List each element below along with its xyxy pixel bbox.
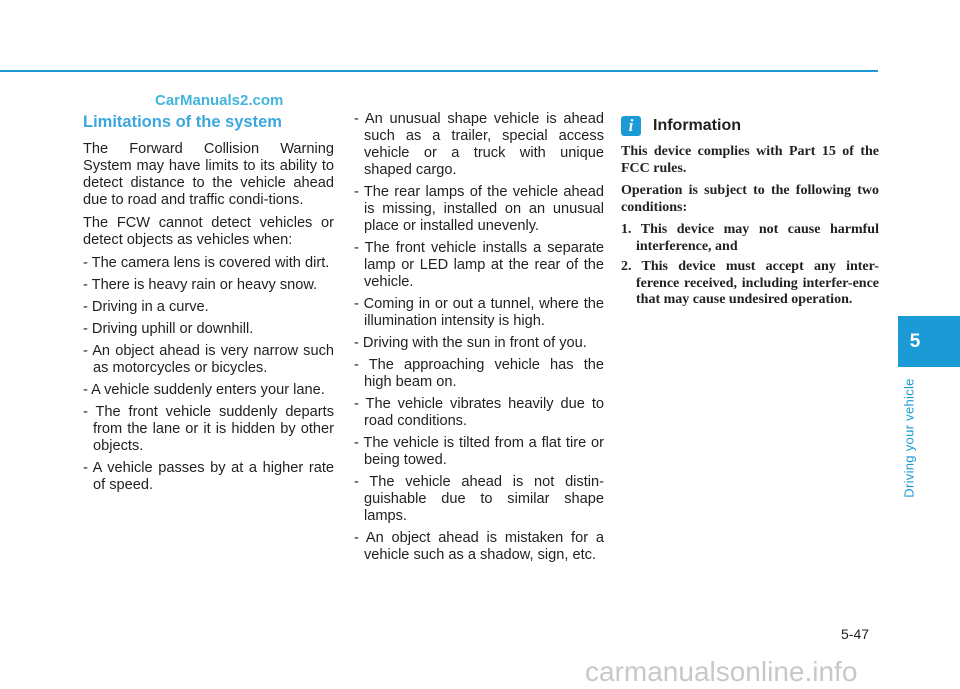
- text-column-1: [83, 112, 334, 499]
- list-item: - An object ahead is mistaken for a vehicle such as a shadow, sign, etc.: [354, 530, 604, 563]
- list-item: - The vehicle ahead is not distin-guishable due to similar shape lamps.: [354, 474, 604, 524]
- list-item: - There is heavy rain or heavy snow.: [83, 277, 318, 293]
- chapter-number: 5: [909, 331, 921, 352]
- list-item: - A vehicle passes by at a higher rate of speed.: [83, 460, 334, 493]
- intro-paragraph: The Forward Collision Warning System may have limits to its ability to detect distance to the vehicle ahead due to road and traffic condi-tions.: [83, 141, 334, 208]
- chapter-title: Driving your vehicle: [901, 378, 917, 498]
- information-title: Information: [653, 116, 741, 134]
- list-item: - Driving uphill or downhill.: [83, 321, 254, 337]
- text-column-2: [354, 111, 604, 569]
- section-title: Limitations of the system: [83, 113, 282, 131]
- condition-item: 1. This device may not cause harmful interference, and: [621, 222, 879, 254]
- list-item: - Driving in a curve.: [83, 299, 209, 315]
- list-item: - The vehicle is tilted from a flat tire or being towed.: [354, 435, 604, 468]
- list-item: - The camera lens is covered with dirt.: [83, 255, 330, 271]
- chapter-tab: [898, 316, 960, 367]
- watermark-top: CarManuals2.com: [155, 92, 284, 109]
- list-item: - Driving with the sun in front of you.: [354, 335, 587, 351]
- condition-item: 2. This device must accept any inter-ference received, including interfer-ence that may cause undesired operation.: [621, 259, 879, 307]
- list-item: - A vehicle suddenly enters your lane.: [83, 382, 325, 398]
- list-item: - The vehicle vibrates heavily due to road conditions.: [354, 396, 604, 429]
- lead-paragraph: The FCW cannot detect vehicles or detect objects as vehicles when:: [83, 215, 334, 248]
- information-paragraph: This device complies with Part 15 of the FCC rules.: [621, 144, 879, 176]
- list-item: - The front vehicle suddenly departs from the lane or it is hidden by other objects.: [83, 404, 334, 454]
- list-item: - An object ahead is very narrow such as motorcycles or bicycles.: [83, 343, 334, 376]
- watermark-bottom: carmanualsonline.info: [585, 656, 858, 687]
- header-rule: [0, 70, 878, 72]
- list-item: - An unusual shape vehicle is ahead such as a trailer, special access vehicle or a truck with unique shaped cargo.: [354, 111, 604, 178]
- info-icon: i: [621, 116, 641, 136]
- information-box: [621, 114, 879, 313]
- list-item: - Coming in or out a tunnel, where the illumination intensity is high.: [354, 296, 604, 329]
- list-item: - The rear lamps of the vehicle ahead is missing, installed on an unusual place or installed unevenly.: [354, 184, 604, 234]
- information-header: [621, 114, 879, 138]
- list-item: - The front vehicle installs a separate lamp or LED lamp at the rear of the vehicle.: [354, 240, 604, 290]
- information-paragraph: Operation is subject to the following two conditions:: [621, 183, 879, 215]
- chapter-title-vertical: [899, 376, 919, 500]
- list-item: - The approaching vehicle has the high beam on.: [354, 357, 604, 390]
- page-number: 5-47: [841, 626, 870, 642]
